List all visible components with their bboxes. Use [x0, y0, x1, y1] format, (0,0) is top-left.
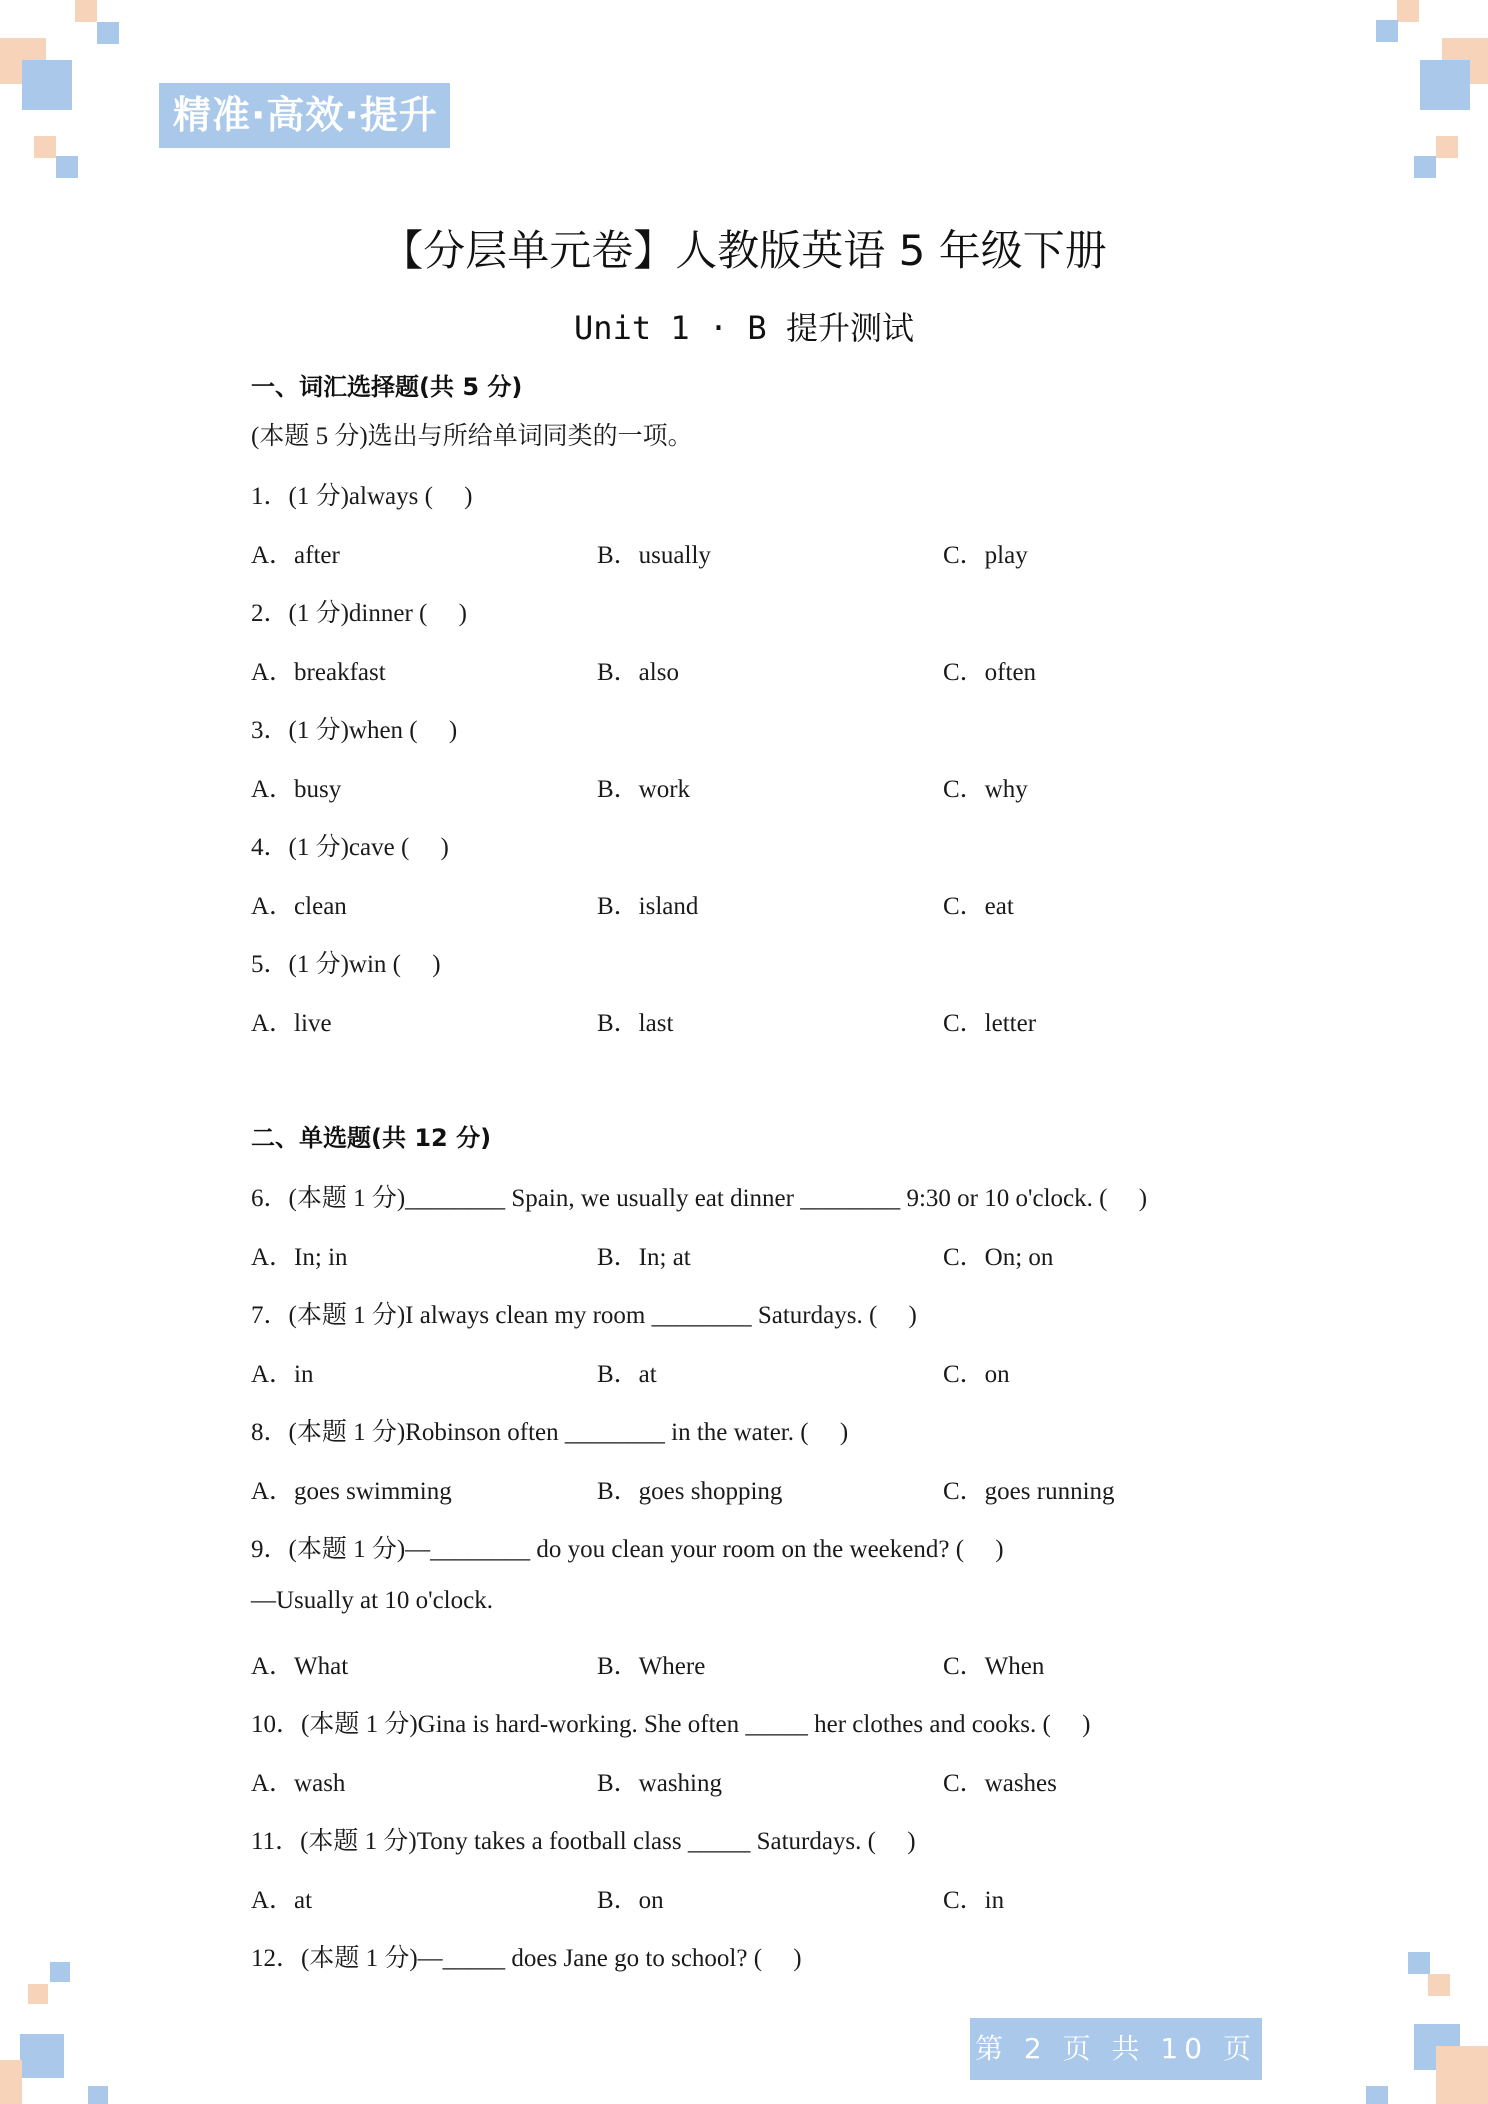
option-c: C．When [943, 1653, 1045, 1680]
option-c: C．letter [943, 1010, 1037, 1037]
page-title: 【分层单元卷】人教版英语 5 年级下册 [381, 226, 1107, 275]
corner-decoration [1397, 0, 1419, 22]
option-c: C．on [943, 1361, 1010, 1388]
question-stem: 11．(本题 1 分)Tony takes a football class _____ Saturdays. ( ) [251, 1828, 916, 1855]
option-b: B．goes shopping [597, 1478, 783, 1505]
dialogue-line: —Usually at 10 o'clock. [251, 1587, 493, 1614]
option-b: B．island [597, 893, 699, 920]
option-a: A．in [251, 1361, 314, 1388]
question-stem: 3．(1 分)when ( ) [251, 717, 458, 744]
question-stem: 12．(本题 1 分)—_____ does Jane go to school? ( ) [251, 1945, 802, 1972]
question-options [251, 886, 1251, 918]
option-a: A．clean [251, 893, 347, 920]
question-options [251, 1763, 1251, 1795]
corner-decoration [1436, 136, 1458, 158]
question-stem: 1．(1 分)always ( ) [251, 483, 473, 510]
corner-decoration [97, 22, 119, 44]
corner-decoration [50, 1962, 70, 1982]
option-a: A．at [251, 1887, 313, 1914]
corner-decoration [22, 60, 72, 110]
question-options [251, 1880, 1251, 1912]
option-b: B．work [597, 776, 691, 803]
section-heading: 一、词汇选择题(共 5 分) [251, 373, 523, 401]
page-indicator: 第 2 页 共 10 页 [970, 2018, 1262, 2080]
option-a: A．busy [251, 776, 342, 803]
corner-decoration [1366, 2086, 1388, 2104]
corner-decoration [1376, 20, 1398, 42]
option-b: B．In; at [597, 1244, 691, 1271]
option-a: A．breakfast [251, 659, 386, 686]
brand-banner: 精准·高效·提升 [159, 83, 450, 148]
option-a: A．goes swimming [251, 1478, 452, 1505]
section-instruction: (本题 5 分)选出与所给单词同类的一项。 [251, 423, 693, 450]
corner-decoration [1436, 2046, 1488, 2104]
option-c: C．goes running [943, 1478, 1115, 1505]
question-options [251, 652, 1251, 684]
option-a: A．wash [251, 1770, 346, 1797]
option-c: C．often [943, 659, 1037, 686]
question-options [251, 1471, 1251, 1503]
option-a: A．What [251, 1653, 349, 1680]
corner-decoration [34, 136, 56, 158]
question-stem: 4．(1 分)cave ( ) [251, 834, 449, 861]
corner-decoration [1408, 1952, 1430, 1974]
question-options [251, 1354, 1251, 1386]
option-c: C．washes [943, 1770, 1057, 1797]
question-stem: 7．(本题 1 分)I always clean my room ________ Saturdays. ( ) [251, 1302, 917, 1329]
question-options [251, 1003, 1251, 1035]
option-c: C．play [943, 542, 1028, 569]
option-b: B．at [597, 1361, 657, 1388]
corner-decoration [56, 156, 78, 178]
corner-decoration [20, 2034, 64, 2078]
corner-decoration [75, 0, 97, 22]
option-b: B．usually [597, 542, 711, 569]
question-options [251, 1646, 1251, 1678]
question-stem: 6．(本题 1 分)________ Spain, we usually eat dinner ________ 9:30 or 10 o'clock. ( ) [251, 1185, 1148, 1212]
question-stem: 9．(本题 1 分)—________ do you clean your room on the weekend? ( ) [251, 1536, 1004, 1563]
question-stem: 2．(1 分)dinner ( ) [251, 600, 467, 627]
corner-decoration [1428, 1974, 1450, 1996]
corner-decoration [28, 1984, 48, 2004]
corner-decoration [1414, 156, 1436, 178]
option-c: C．On; on [943, 1244, 1054, 1271]
question-stem: 8．(本题 1 分)Robinson often ________ in the water. ( ) [251, 1419, 849, 1446]
question-stem: 5．(1 分)win ( ) [251, 951, 441, 978]
section-heading: 二、单选题(共 12 分) [251, 1124, 492, 1152]
option-c: C．why [943, 776, 1028, 803]
corner-decoration [88, 2086, 108, 2104]
corner-decoration [1420, 60, 1470, 110]
option-b: B．washing [597, 1770, 723, 1797]
option-b: B．on [597, 1887, 664, 1914]
option-b: B．last [597, 1010, 674, 1037]
option-c: C．eat [943, 893, 1014, 920]
option-a: A．live [251, 1010, 332, 1037]
question-options [251, 1237, 1251, 1269]
question-options [251, 769, 1251, 801]
option-a: A．In; in [251, 1244, 348, 1271]
option-b: B．also [597, 659, 679, 686]
page-subtitle: Unit 1 · B 提升测试 [574, 309, 914, 347]
option-b: B．Where [597, 1653, 706, 1680]
corner-decoration [0, 2060, 22, 2104]
question-options [251, 535, 1251, 567]
question-stem: 10．(本题 1 分)Gina is hard-working. She often _____ her clothes and cooks. ( ) [251, 1711, 1091, 1738]
option-a: A．after [251, 542, 340, 569]
option-c: C．in [943, 1887, 1005, 1914]
